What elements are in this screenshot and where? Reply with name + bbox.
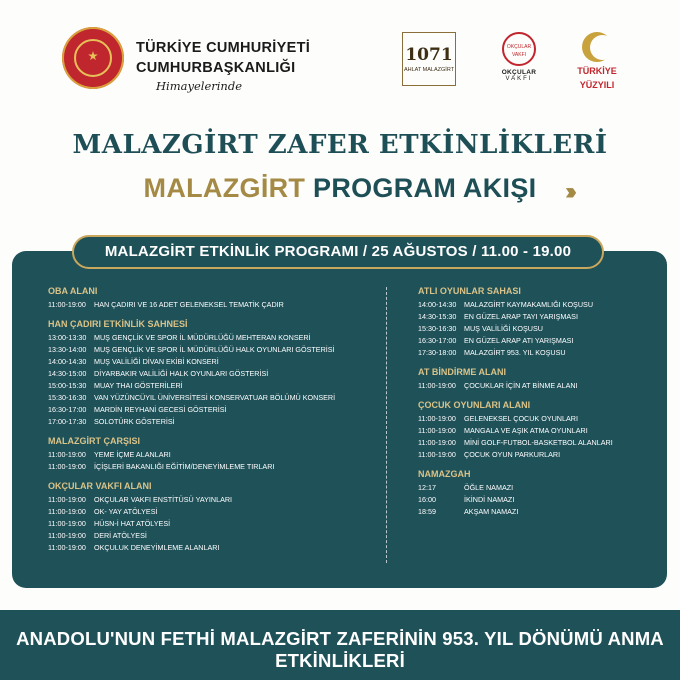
- schedule-row: [48, 380, 378, 392]
- schedule-row: [418, 494, 658, 506]
- schedule-time: 17:30-18:00: [418, 348, 457, 357]
- schedule-event: MALAZGİRT 953. YIL KOŞUSU: [464, 348, 566, 357]
- subtitle-rest: PROGRAM AKIŞI: [305, 173, 537, 203]
- schedule-event: MUŞ VALİLİĞİ KOŞUSU: [464, 324, 543, 333]
- section-title: ÇOCUK OYUNLARI ALANI: [418, 400, 531, 410]
- section-title: AT BİNDİRME ALANI: [418, 367, 506, 377]
- schedule-time: 17:00-17:30: [48, 417, 87, 426]
- schedule-event: MUŞ GENÇLİK VE SPOR İL MÜDÜRLÜĞÜ MEHTERAN KONSERİ: [94, 333, 311, 342]
- schedule-row: [48, 449, 378, 461]
- schedule-event: HAN ÇADIRI VE 16 ADET GELENEKSEL TEMATİK ÇADIR: [94, 300, 284, 309]
- section-title: OKÇULAR VAKFI ALANI: [48, 481, 152, 491]
- okcular-name: OKÇULAR: [501, 69, 537, 76]
- section-title: HAN ÇADIRI ETKİNLİK SAHNESİ: [48, 319, 188, 329]
- schedule-event: ÖĞLE NAMAZI: [464, 483, 514, 492]
- schedule-time: 18:59: [418, 507, 436, 516]
- schedule-event: OKÇULUK DENEYİMLEME ALANLARI: [94, 543, 220, 552]
- section-title: ATLI OYUNLAR SAHASI: [418, 286, 521, 296]
- schedule-row: [48, 368, 378, 380]
- program-section: [418, 285, 658, 359]
- logo-1071-number: 1071: [405, 45, 453, 65]
- program-section: [418, 366, 658, 392]
- schedule-row: [48, 518, 378, 530]
- schedule-time: 11:00-19:00: [48, 519, 86, 528]
- schedule-time: 11:00-19:00: [48, 495, 86, 504]
- crescent-icon: [582, 32, 612, 62]
- page-subtitle: [0, 173, 680, 204]
- page-title: MALAZGİRT ZAFER ETKİNLİKLERİ: [72, 130, 608, 160]
- schedule-event: İÇİŞLERİ BAKANLIĞI EĞİTİM/DENEYİMLEME TIRLARI: [94, 462, 275, 471]
- column-divider: [386, 287, 387, 563]
- program-section: [418, 468, 658, 518]
- schedule-event: OKÇULAR VAKFI ENSTİTÜSÜ YAYINLARI: [94, 495, 233, 504]
- schedule-event: HÜSN-İ HAT ATÖLYESİ: [94, 519, 171, 528]
- schedule-row: [48, 494, 378, 506]
- program-right-column: [418, 285, 658, 525]
- schedule-row: [418, 347, 658, 359]
- schedule-row: [48, 461, 378, 473]
- logo-1071-caption: AHLAT MALAZGİRT: [403, 67, 455, 73]
- program-section: [418, 399, 658, 461]
- schedule-time: 11:00-19:00: [418, 450, 456, 459]
- schedule-event: YEME İÇME ALANLARI: [94, 450, 171, 459]
- schedule-time: 11:00-19:00: [418, 414, 456, 423]
- schedule-time: 13:00-13:30: [48, 333, 87, 342]
- schedule-row: [418, 380, 658, 392]
- schedule-event: EN GÜZEL ARAP ATI YARIŞMASI: [464, 336, 574, 345]
- schedule-row: [48, 299, 378, 311]
- schedule-time: 12:17: [418, 483, 436, 492]
- schedule-time: 15:00-15:30: [48, 381, 87, 390]
- schedule-row: [418, 413, 658, 425]
- schedule-row: [48, 356, 378, 368]
- turkiye-yuzyili-line-1: TÜRKİYE: [577, 66, 617, 76]
- schedule-event: İKİNDİ NAMAZI: [464, 495, 515, 504]
- header: [0, 0, 680, 110]
- schedule-row: [418, 425, 658, 437]
- schedule-row: [48, 404, 378, 416]
- schedule-time: 13:30-14:00: [48, 345, 87, 354]
- schedule-row: [418, 449, 658, 461]
- okcular-ring: OKÇULAR VAKFI: [502, 32, 536, 66]
- schedule-event: AKŞAM NAMAZI: [464, 507, 519, 516]
- schedule-event: MİNİ GOLF-FUTBOL-BASKETBOL ALANLARI: [464, 438, 613, 447]
- schedule-row: [418, 311, 658, 323]
- program-section: [48, 285, 378, 311]
- schedule-event: ÇOCUK OYUN PARKURLARI: [464, 450, 561, 459]
- schedule-time: 14:30-15:30: [418, 312, 457, 321]
- schedule-time: 11:00-19:00: [48, 507, 86, 516]
- schedule-event: GELENEKSEL ÇOCUK OYUNLARI: [464, 414, 578, 423]
- schedule-time: 11:00-19:00: [418, 381, 456, 390]
- ahlat-malazgirt-1071-logo: [402, 32, 456, 86]
- presidential-seal-logo: [62, 27, 124, 89]
- schedule-event: MALAZGİRT KAYMAKAMLIĞI KOŞUSU: [464, 300, 594, 309]
- schedule-event: EN GÜZEL ARAP TAYI YARIŞMASI: [464, 312, 578, 321]
- section-title: OBA ALANI: [48, 286, 98, 296]
- section-title: NAMAZGAH: [418, 469, 471, 479]
- schedule-time: 16:00: [418, 495, 436, 504]
- schedule-time: 11:00-19:00: [48, 543, 86, 552]
- schedule-event: DERİ ATÖLYESİ: [94, 531, 147, 540]
- schedule-event: MANGALA VE AŞIK ATMA OYUNLARI: [464, 426, 588, 435]
- schedule-row: [48, 392, 378, 404]
- schedule-row: [48, 332, 378, 344]
- institution-subtitle: Himayelerinde: [156, 79, 243, 93]
- schedule-event: MUAY THAI GÖSTERİLERİ: [94, 381, 183, 390]
- schedule-time: 15:30-16:30: [418, 324, 457, 333]
- schedule-event: SOLOTÜRK GÖSTERİSİ: [94, 417, 175, 426]
- schedule-row: [48, 506, 378, 518]
- schedule-event: MARDİN REYHANİ GECESİ GÖSTERİSİ: [94, 405, 227, 414]
- program-section: [48, 318, 378, 428]
- schedule-time: 15:30-16:30: [48, 393, 87, 402]
- footer-text: ANADOLU'NUN FETHİ MALAZGİRT ZAFERİNİN 953. YIL DÖNÜMÜ ANMA ETKİNLİKLERİ: [16, 628, 664, 671]
- schedule-event: MUŞ VALİLİĞİ DİVAN EKİBİ KONSERİ: [94, 357, 219, 366]
- institution-line-2: CUMHURBAŞKANLIĞI: [136, 60, 296, 76]
- schedule-row: [48, 416, 378, 428]
- section-title: MALAZGİRT ÇARŞISI: [48, 436, 140, 446]
- schedule-row: [418, 506, 658, 518]
- schedule-time: 16:30-17:00: [48, 405, 87, 414]
- program-section: [48, 435, 378, 473]
- schedule-row: [48, 344, 378, 356]
- schedule-event: MUŞ GENÇLİK VE SPOR İL MÜDÜRLÜĞÜ HALK OYUNLARI GÖSTERİSİ: [94, 345, 335, 354]
- schedule-row: [418, 299, 658, 311]
- schedule-event: OK- YAY ATÖLYESİ: [94, 507, 158, 516]
- institution-name: [136, 38, 310, 94]
- program-left-column: [48, 285, 378, 561]
- schedule-time: 16:30-17:00: [418, 336, 457, 345]
- schedule-event: VAN YÜZÜNCÜYIL ÜNİVERSİTESİ KONSERVATUAR BÖLÜMÜ KONSERİ: [94, 393, 336, 402]
- turkiye-yuzyili-logo: [568, 32, 626, 90]
- schedule-event: DİYARBAKIR VALİLİĞİ HALK OYUNLARI GÖSTERİSİ: [94, 369, 269, 378]
- double-chevron-right-icon: ›››: [565, 178, 571, 205]
- program-banner: MALAZGİRT ETKİNLİK PROGRAMI / 25 AĞUSTOS / 11.00 - 19.00: [72, 235, 604, 269]
- schedule-time: 11:00-19:00: [418, 426, 456, 435]
- schedule-time: 14:00-14:30: [48, 357, 87, 366]
- subtitle-highlight: MALAZGİRT: [143, 173, 306, 203]
- schedule-row: [418, 437, 658, 449]
- schedule-row: [48, 530, 378, 542]
- turkiye-yuzyili-line-2: YÜZYILI: [579, 80, 615, 90]
- schedule-row: [418, 482, 658, 494]
- okcular-vakfi-logo: [494, 32, 544, 82]
- program-section: [48, 480, 378, 554]
- schedule-time: 14:00-14:30: [418, 300, 457, 309]
- schedule-row: [418, 335, 658, 347]
- schedule-event: ÇOCUKLAR İÇİN AT BİNME ALANI: [464, 381, 578, 390]
- schedule-time: 14:30-15:00: [48, 369, 87, 378]
- schedule-time: 11:00-19:00: [48, 462, 86, 471]
- schedule-row: [418, 323, 658, 335]
- schedule-time: 11:00-19:00: [48, 450, 86, 459]
- okcular-sub: VAKFI: [505, 76, 533, 82]
- schedule-row: [48, 542, 378, 554]
- institution-line-1: TÜRKİYE CUMHURİYETİ: [136, 40, 311, 56]
- schedule-time: 11:00-19:00: [48, 531, 86, 540]
- schedule-time: 11:00-19:00: [418, 438, 456, 447]
- schedule-time: 11:00-19:00: [48, 300, 86, 309]
